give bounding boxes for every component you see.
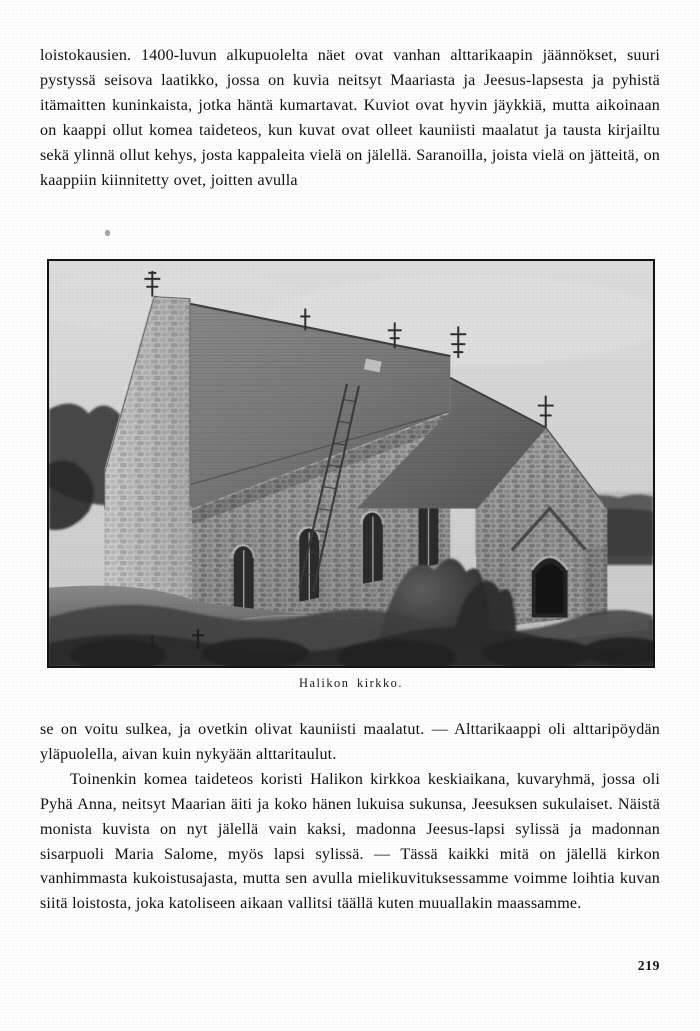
paragraph-bottom-2: Toinenkin komea taideteos koristi Halikon kirkkoa keskiaikana, kuvaryhmä, jossa oli Pyhä Anna, neitsyt Maarian äiti ja koko hänen lukuisa sukunsa, Jeesuksen sukulaiset. Näistä monista kuvista on nyt jälellä vain kaksi, madonna Jeesus-lapsi sylissä ja madonnan sisarpuoli Maria Salome, myös lapsi sylissä. — Tässä kaikki mitä on jälellä kirkon vanhimmasta kukoistusajasta, mutta sen avulla mielikuvituksessamme voimme loihtia kuvan siitä loistosta, joka katoliseen aikaan vallitsi täällä kuten muuallakin maassamme.: [40, 770, 660, 913]
figure-photograph: [47, 259, 655, 668]
church-photo-illustration: [49, 261, 653, 666]
paragraph-bottom-1: se on voitu sulkea, ja ovetkin olivat kauniisti maalatut. — Alttarikaappi oli alttaripöydän yläpuolella, aivan kuin nykyään alttaritaulut.: [40, 721, 660, 763]
figure-caption: Halikon kirkko.: [299, 676, 403, 690]
photo-frame: [47, 259, 655, 668]
page-number: 219: [637, 958, 660, 973]
paragraph-top: loistokausien. 1400-luvun alkupuolelta näet ovat vanhan alttarikaapin jäännökset, suuri pystyssä seisova laatikko, jossa on kuvia neitsyt Maariasta ja Jeesus-lapsesta ja pyhistä itämaitten kuninkaista, jotka häntä kumartavat. Kuviot ovat hyvin jäykkiä, mutta aikoinaan on kaappi ollut komea taideteos, kun kuvat ovat olleet kauniisti maalatut ja tausta kirjailtu sekä ylinnä ollut kehys, josta kappaleita vielä on jälellä. Saranoilla, joista vielä on jätteitä, on kaappiin kiinnitetty ovet, joitten avulla: [40, 47, 660, 189]
body-text-bottom: [40, 718, 660, 917]
scan-speck: [105, 230, 110, 236]
body-text-top: [40, 44, 660, 193]
